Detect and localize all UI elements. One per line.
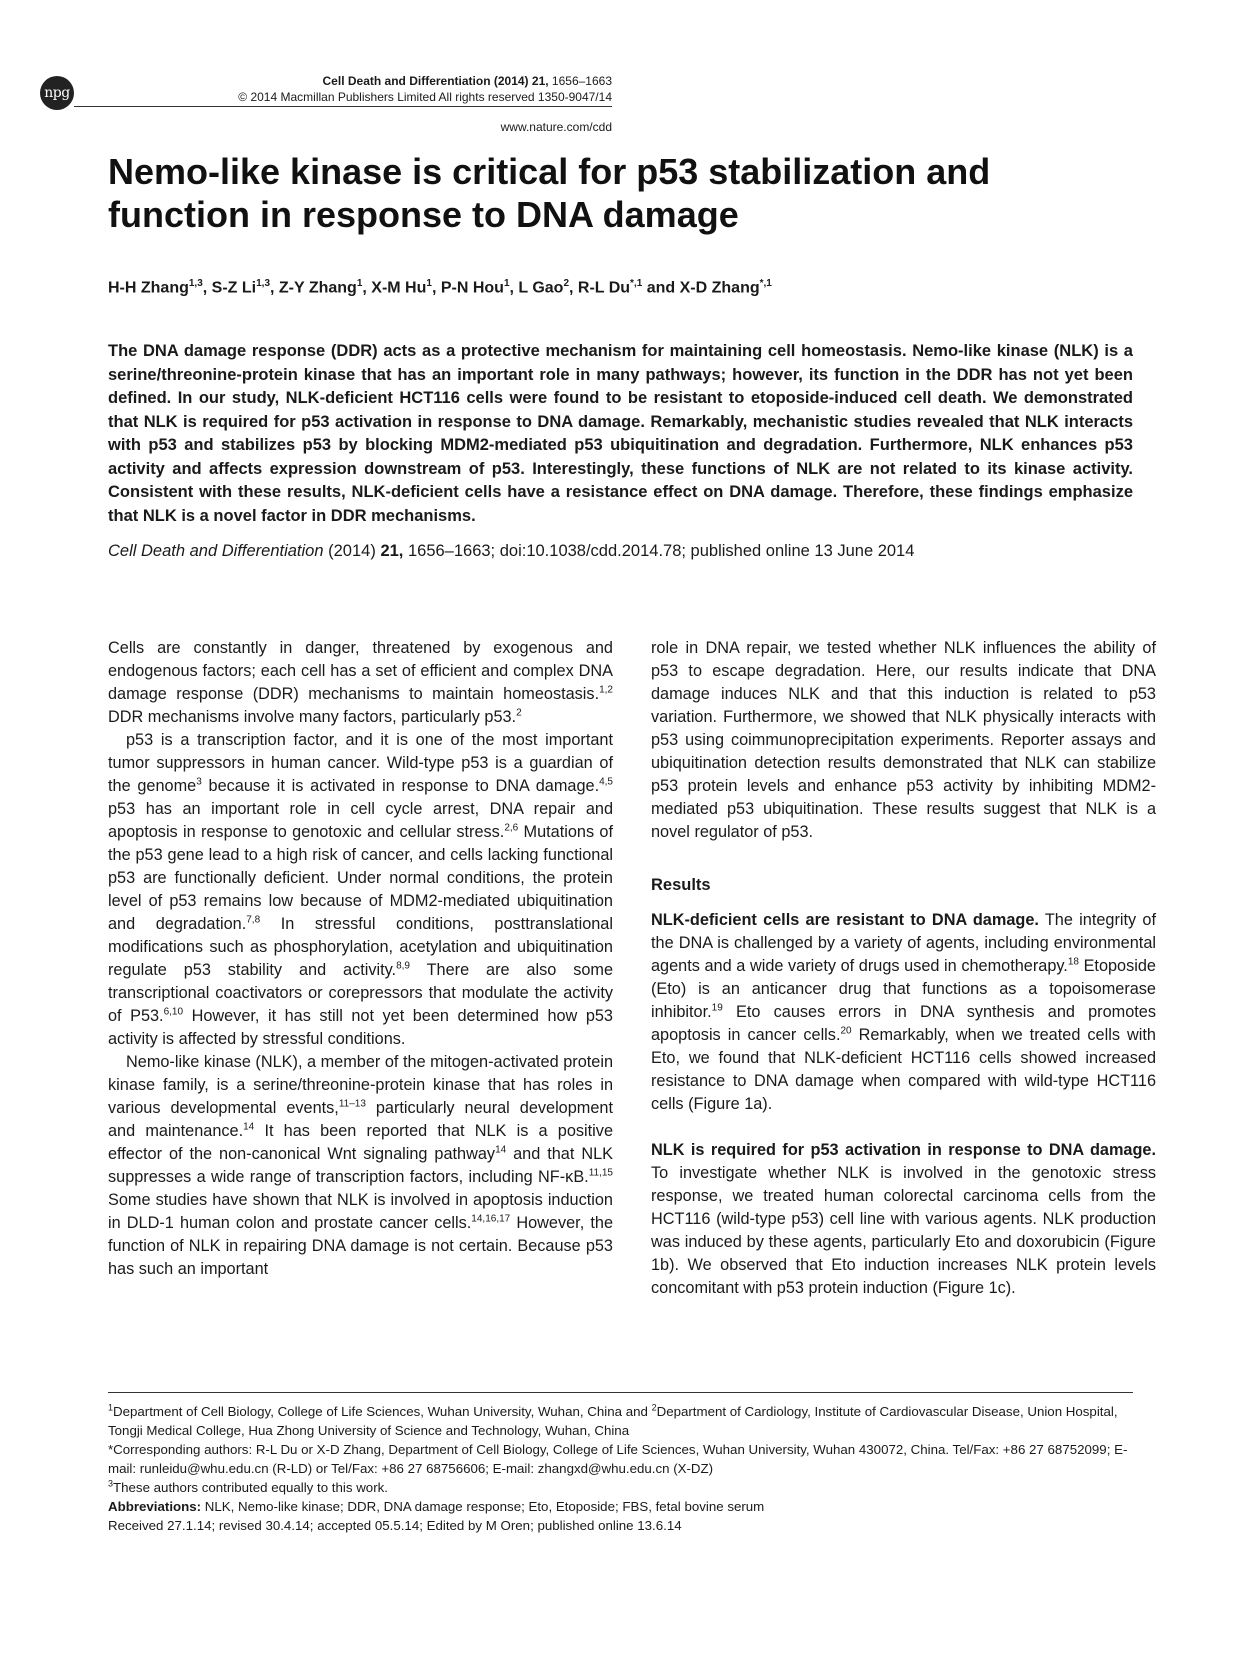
footnotes [108, 1402, 1138, 1535]
paragraph: role in DNA repair, we tested whether NLK influences the ability of p53 to escape degradation. Here, our results indicate that DNA damage induces NLK and that this induction is related to p53 variation. Furthermore, we showed that NLK physically interacts with p53 using coimmunoprecipitation experiments. Reporter assays and ubiquitination detection results demonstrated that NLK can stabilize p53 protein levels and enhance p53 activity by inhibiting MDM2-mediated p53 ubiquitination. These results suggest that NLK is a novel regulator of p53. [651, 639, 1156, 841]
author-affiliation: 1 [426, 278, 432, 289]
reference-superscript: 20 [840, 1025, 852, 1037]
author-affiliation: 1,3 [188, 278, 203, 289]
citation-volume: 21, [380, 542, 404, 560]
author-affiliation: 1,3 [256, 278, 271, 289]
body-column-right [651, 637, 1156, 1300]
paragraph: p53 is a transcription factor, and it is one of the most important tumor suppressors in human cancer. Wild-type p53 is a guardian of the genome$^3$ because it is activated in response to DNA damage.$^{4,5}$ p53 has an important role in cell cycle arrest, DNA repair and apoptosis in response to genotoxic and cellular stress.$^{2,6}$ Mutations of the p53 gene lead to a high risk of cancer, and cells lacking functional p53 are functionally deficient. Under normal conditions, the protein level of p53 remains low because of MDM2-mediated ubiquitination and degradation.$^{7,8}$ In stressful conditions, posttranslational modifications such as phosphorylation, acetylation and ubiquitination regulate p53 stability and activity.$^{8,9}$ There are also some transcriptional coactivators or corepressors that modulate the activity of P53.$^{6,10}$ However, it has still not yet been determined how p53 activity is affected by stressful conditions. [108, 731, 614, 1048]
reference-superscript: 3 [108, 1478, 114, 1489]
section-paragraph [651, 1139, 1156, 1300]
page-range: 1656–1663 [551, 74, 612, 88]
reference-superscript: 4,5 [599, 776, 613, 788]
author-list: H-H Zhang$^{1,3}$, S-Z Li$^{1,3}$, Z-Y Zhang$^1$, X-M Hu$^1$, P-N Hou$^1$, L Gao$^2$, R-L $Du^{*,1}$ and X-D Zhang$^{*,1}$ [108, 278, 772, 297]
author-name: H-H Zhang [108, 279, 189, 297]
paragraph: Cells are constantly in danger, threatened by exogenous and endogenous factors; each cell has a set of efficient and complex DNA damage response (DDR) mechanisms to maintain homeostasis.$^{1,2}$ DDR mechanisms involve many factors, particularly p53.$^2$ [108, 639, 613, 726]
author-name: S-Z Li [211, 279, 257, 297]
reference-superscript: 2 [516, 707, 522, 719]
npg-logo: npg [40, 76, 74, 110]
corresponding-authors: *Corresponding authors: R-L Du or X-D Zhang, Department of Cell Biology, College of Life Sciences, Wuhan University, Wuhan 430072, China. Tel/Fax: +86 27 68752099; E-mail: runleidu@whu.edu.cn (R-LD) or Tel/Fax: +86 27 68756606; E-mail: zhangxd@whu.edu.cn (X-DZ) [108, 1442, 1128, 1476]
results-heading: Results [651, 876, 711, 894]
citation-details: 1656–1663; doi:10.1038/cdd.2014.78; published online 13 June 2014 [407, 542, 915, 560]
author-name: P-N Hou [440, 279, 504, 297]
body-column-left [108, 637, 613, 1281]
author-name: Z-Y Zhang [278, 279, 357, 297]
citation-year: (2014) [328, 542, 376, 560]
reference-superscript: 11,15 [588, 1167, 613, 1179]
author-affiliation: 2 [563, 278, 570, 289]
reference-superscript: 6,10 [163, 1006, 184, 1018]
reference-superscript: 3 [196, 776, 202, 788]
section-heading: NLK-deficient cells are resistant to DNA damage. [651, 911, 1039, 929]
author-name: X-D Zhang [679, 279, 760, 297]
section-text: The integrity of the DNA is challenged by a variety of agents, including environmental agents and a wide variety of drugs used in chemotherapy.$^{18}$ Etoposide (Eto) is an anticancer drug that functions as a topoisomerase inhibitor.$^{19}$ Eto causes errors in DNA synthesis and promotes apoptosis in cancer cells.$^{20}$ Remarkably, when we treated cells with Eto, we found that NLK-deficient HCT116 cells showed increased resistance to DNA damage when compared with wild-type HCT116 cells (Figure 1a). [651, 911, 1156, 1113]
footnote-rule [108, 1392, 1133, 1393]
section-paragraph [651, 909, 1156, 1116]
abbreviations [108, 1497, 1138, 1516]
affiliations: $^1$Department of Cell Biology, College of Life Sciences, Wuhan University, Wuhan, China and $^2$Department of Cardiology, Institute of Cardiovascular Disease, Union Hospital, Tongji Medical College, Hua Zhong University of Science and Technology, Wuhan, China [108, 1402, 1118, 1438]
equal-contribution-note: $^3$These authors contributed equally to this work. [108, 1478, 388, 1495]
copyright-line: © 2014 Macmillan Publishers Limited All rights reserved 1350-9047/14 [238, 90, 612, 104]
reference-superscript: 14 [495, 1144, 507, 1156]
reference-superscript: 14 [243, 1121, 255, 1133]
author-affiliation: 1 [356, 278, 363, 289]
reference-superscript: 8,9 [396, 960, 410, 972]
section-text: To investigate whether NLK is involved in the genotoxic stress response, we treated human colorectal carcinoma cells from the HCT116 (wild-type p53) cell line with various agents. NLK production was induced by these agents, particularly Eto and doxorubicin (Figure 1b). We observed that Eto induction increases NLK protein levels concomitant with p53 protein induction (Figure 1c). [651, 1164, 1156, 1297]
abstract: The DNA damage response (DDR) acts as a protective mechanism for maintaining cell homeostasis. Nemo-like kinase (NLK) is a serine/threonine-protein kinase that has an important role in many pathways; however, its function in the DDR has not yet been defined. In our study, NLK-deficient HCT116 cells were found to be resistant to etoposide-induced cell death. We demonstrated that NLK is required for p53 activation in response to DNA damage. Remarkably, mechanistic studies revealed that NLK interacts with p53 and stabilizes p53 by blocking MDM2-mediated p53 ubiquitination and degradation. Furthermore, NLK enhances p53 activity and affects expression downstream of p53. Interestingly, these functions of NLK are not related to its kinase activity. Consistent with these results, NLK-deficient cells have a resistance effect on DNA damage. Therefore, these findings emphasize that NLK is a novel factor in DDR mechanisms. [108, 342, 1133, 525]
abbreviations-text: NLK, Nemo-like kinase; DDR, DNA damage response; Eto, Etoposide; FBS, fetal bovine serum [204, 1499, 765, 1514]
author-affiliation: *,1 [759, 278, 772, 289]
header-rule [74, 106, 612, 107]
journal-line: Cell Death and Differentiation (2014) 21, [322, 74, 549, 88]
reference-superscript: 18 [1067, 956, 1079, 968]
reference-superscript: 1 [108, 1402, 114, 1413]
citation-line [108, 542, 914, 561]
journal-url[interactable]: www.nature.com/cdd [500, 120, 612, 134]
section-heading: NLK is required for p53 activation in response to DNA damage. [651, 1141, 1156, 1159]
reference-superscript: 11–13 [338, 1098, 366, 1110]
reference-superscript: 19 [711, 1002, 723, 1014]
citation-journal: Cell Death and Differentiation [108, 542, 324, 560]
reference-superscript: 14,16,17 [471, 1213, 511, 1225]
abbreviations-label: Abbreviations: [108, 1499, 202, 1514]
author-name: R-L Du [577, 279, 631, 297]
author-affiliation: *,1 [630, 278, 643, 289]
author-affiliation: 1 [503, 278, 510, 289]
paragraph: Nemo-like kinase (NLK), a member of the mitogen-activated protein kinase family, is a serine/threonine-protein kinase that has roles in various developmental events,$^{11-13}$ particularly neural development and maintenance.$^{14}$ It has been reported that NLK is a positive effector of the non-canonical Wnt signaling pathway$^{14}$ and that NLK suppresses a wide range of transcription factors, including NF-κB.$^{11,15}$ Some studies have shown that NLK is involved in apoptosis induction in DLD-1 human colon and prostate cancer cells.$^{14,16,17}$ However, the function of NLK in repairing DNA damage is not certain. Because p53 has such an important [108, 1053, 613, 1278]
author-name: L Gao [518, 279, 564, 297]
journal-header [323, 74, 612, 88]
article-title: Nemo-like kinase is critical for p53 stabilization and function in response to DNA damage [108, 151, 991, 235]
reference-superscript: 2 [651, 1402, 657, 1413]
reference-superscript: 1,2 [599, 684, 613, 696]
author-name: X-M Hu [371, 279, 427, 297]
reference-superscript: 2,6 [504, 822, 519, 834]
received-dates: Received 27.1.14; revised 30.4.14; accepted 05.5.14; Edited by M Oren; published online 13.6.14 [108, 1518, 682, 1533]
reference-superscript: 7,8 [246, 914, 261, 926]
